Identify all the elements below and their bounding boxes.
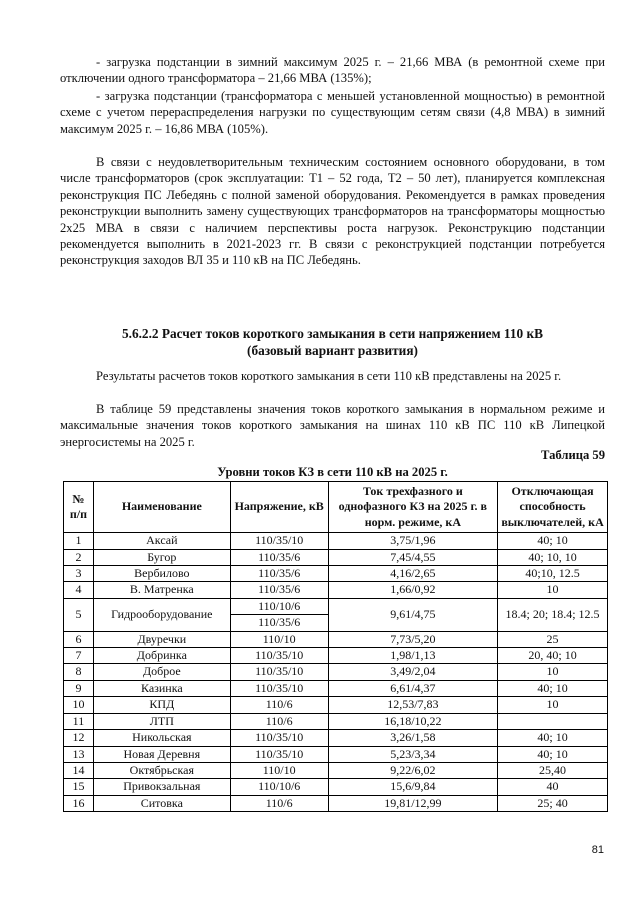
header-short-circuit-current: Ток трехфазного и однофазного КЗ на 2025 г. в норм. режиме, кА — [328, 482, 497, 533]
cell-voltage: 110/35/10 — [230, 533, 328, 549]
table-row — [64, 631, 608, 647]
table-label: Таблица 59 — [541, 448, 605, 462]
paragraph-reconstruction: В связи с неудовлетворительным техническим состоянием основного оборудовани, в том числе трансформаторов (срок эксплуатации: Т1 – 52 года, Т2 – 50 лет), планируется комплексная реконструкция ПС Лебедянь с полной заменой оборудования. Рекомендуется в рамках проведения реконструкции выполнить замену существующих трансформаторов на трансформаторы мощностью 2х25 МВА в связи с наличием перспективы роста нагрузок. Реконструкцию подстанции рекомендуется выполнить в 2021-2023 гг. В связи с реконструкцией подстанции потребуется реконструкция заходов ВЛ 35 и 110 кВ на ПС Лебедянь. — [60, 155, 605, 268]
cell-number: 4 — [64, 582, 94, 598]
cell-voltage: 110/35/10 — [230, 680, 328, 696]
cell-current: 9,61/4,75 — [328, 598, 497, 631]
cell-name: Привокзальная — [93, 779, 230, 795]
cell-breaking: 40; 10 — [498, 746, 608, 762]
cell-current: 7,45/4,55 — [328, 549, 497, 565]
table-caption: Уровни токов КЗ в сети 110 кВ на 2025 г. — [217, 465, 448, 479]
cell-number: 5 — [64, 598, 94, 631]
section-heading-line1: 5.6.2.2 Расчет токов короткого замыкания в сети напряжением 110 кВ — [121, 326, 543, 341]
cell-number: 1 — [64, 533, 94, 549]
cell-current: 12,53/7,83 — [328, 697, 497, 713]
cell-breaking: 20, 40; 10 — [498, 648, 608, 664]
cell-current: 16,18/10,22 — [328, 713, 497, 729]
cell-breaking: 40 — [498, 779, 608, 795]
cell-breaking: 10 — [498, 664, 608, 680]
cell-breaking: 40; 10 — [498, 680, 608, 696]
cell-name: Казинка — [93, 680, 230, 696]
cell-breaking: 25; 40 — [498, 795, 608, 811]
table-row — [64, 762, 608, 778]
page-number: 81 — [591, 844, 604, 856]
table-row — [64, 779, 608, 795]
cell-current: 7,73/5,20 — [328, 631, 497, 647]
cell-voltage: 110/6 — [230, 795, 328, 811]
cell-name: Доброе — [93, 664, 230, 680]
cell-voltage: 110/35/10 — [230, 746, 328, 762]
cell-voltage: 110/35/6 — [230, 615, 328, 631]
cell-current: 5,23/3,34 — [328, 746, 497, 762]
header-breaking-capacity: Отключающая способность выключателей, кА — [498, 482, 608, 533]
cell-breaking: 18.4; 20; 18.4; 12.5 — [498, 598, 608, 631]
cell-number: 9 — [64, 680, 94, 696]
cell-breaking: 40; 10, 10 — [498, 549, 608, 565]
section-heading — [60, 325, 605, 359]
section-heading-line2: (базовый вариант развития) — [247, 343, 418, 358]
table-row — [64, 730, 608, 746]
cell-number: 15 — [64, 779, 94, 795]
cell-voltage: 110/6 — [230, 697, 328, 713]
cell-breaking: 40; 10 — [498, 730, 608, 746]
table-row — [64, 713, 608, 729]
cell-current: 1,98/1,13 — [328, 648, 497, 664]
cell-voltage: 110/35/10 — [230, 664, 328, 680]
cell-breaking: 25,40 — [498, 762, 608, 778]
cell-number: 6 — [64, 631, 94, 647]
cell-voltage: 110/35/10 — [230, 648, 328, 664]
table-row — [64, 648, 608, 664]
cell-current: 3,26/1,58 — [328, 730, 497, 746]
cell-number: 12 — [64, 730, 94, 746]
cell-breaking: 40;10, 12.5 — [498, 566, 608, 582]
cell-number: 2 — [64, 549, 94, 565]
cell-current: 15,6/9,84 — [328, 779, 497, 795]
paragraph-repair-scheme-load: - загрузка подстанции (трансформатора с меньшей установленной мощностью) в ремонтной схеме с учетом перераспределения нагрузки по существующим сетям связи (4,8 МВА) в зимний максимум 2025 г. – 16,86 МВА (105%). — [60, 89, 605, 136]
cell-name: Добринка — [93, 648, 230, 664]
cell-name: Новая Деревня — [93, 746, 230, 762]
paragraph-results: Результаты расчетов токов короткого замыкания в сети 110 кВ представлены на 2025 г. — [96, 369, 562, 383]
cell-name: Гидрооборудование — [93, 598, 230, 631]
cell-name: Ситовка — [93, 795, 230, 811]
cell-voltage: 110/10/6 — [230, 598, 328, 614]
header-name: Наименование — [93, 482, 230, 533]
table-row — [64, 598, 608, 614]
cell-voltage: 110/35/6 — [230, 582, 328, 598]
header-number: № п/п — [64, 482, 94, 533]
paragraph-winter-load: - загрузка подстанции в зимний максимум 2025 г. – 21,66 МВА (в ремонтной схеме при отключении одного трансформатора – 21,66 МВА (135%); — [60, 55, 605, 86]
cell-current: 4,16/2,65 — [328, 566, 497, 582]
cell-current: 1,66/0,92 — [328, 582, 497, 598]
cell-voltage: 110/10 — [230, 762, 328, 778]
cell-name: Октябрьская — [93, 762, 230, 778]
table-row — [64, 566, 608, 582]
header-voltage: Напряжение, кВ — [230, 482, 328, 533]
cell-name: Вербилово — [93, 566, 230, 582]
cell-breaking: 40; 10 — [498, 533, 608, 549]
cell-voltage: 110/35/10 — [230, 730, 328, 746]
table-row — [64, 795, 608, 811]
cell-number: 10 — [64, 697, 94, 713]
cell-name: Двуречки — [93, 631, 230, 647]
table-row — [64, 664, 608, 680]
cell-voltage: 110/35/6 — [230, 549, 328, 565]
cell-name: Никольская — [93, 730, 230, 746]
table-row — [64, 549, 608, 565]
cell-name: ЛТП — [93, 713, 230, 729]
table-row — [64, 680, 608, 696]
cell-breaking: 10 — [498, 697, 608, 713]
cell-number: 13 — [64, 746, 94, 762]
cell-number: 11 — [64, 713, 94, 729]
cell-number: 7 — [64, 648, 94, 664]
cell-breaking: 25 — [498, 631, 608, 647]
cell-breaking: 10 — [498, 582, 608, 598]
cell-number: 3 — [64, 566, 94, 582]
cell-number: 8 — [64, 664, 94, 680]
table-header-row — [64, 482, 608, 533]
cell-number: 16 — [64, 795, 94, 811]
cell-voltage: 110/6 — [230, 713, 328, 729]
paragraph-table-intro: В таблице 59 представлены значения токов короткого замыкания в нормальном режиме и максимальные значения токов короткого замыкания на шинах 110 кВ ПС 110 кВ Липецкой энергосистемы на 2025 г. — [60, 402, 605, 449]
cell-current: 3,75/1,96 — [328, 533, 497, 549]
short-circuit-table — [63, 481, 608, 812]
cell-voltage: 110/35/6 — [230, 566, 328, 582]
cell-number: 14 — [64, 762, 94, 778]
cell-name: КПД — [93, 697, 230, 713]
table-row — [64, 533, 608, 549]
cell-current: 6,61/4,37 — [328, 680, 497, 696]
cell-current: 9,22/6,02 — [328, 762, 497, 778]
cell-voltage: 110/10/6 — [230, 779, 328, 795]
cell-name: Бугор — [93, 549, 230, 565]
cell-current: 3,49/2,04 — [328, 664, 497, 680]
table-row — [64, 746, 608, 762]
cell-voltage: 110/10 — [230, 631, 328, 647]
cell-name: Аксай — [93, 533, 230, 549]
cell-name: В. Матренка — [93, 582, 230, 598]
table-row — [64, 582, 608, 598]
cell-current: 19,81/12,99 — [328, 795, 497, 811]
cell-breaking — [498, 713, 608, 729]
table-row — [64, 697, 608, 713]
